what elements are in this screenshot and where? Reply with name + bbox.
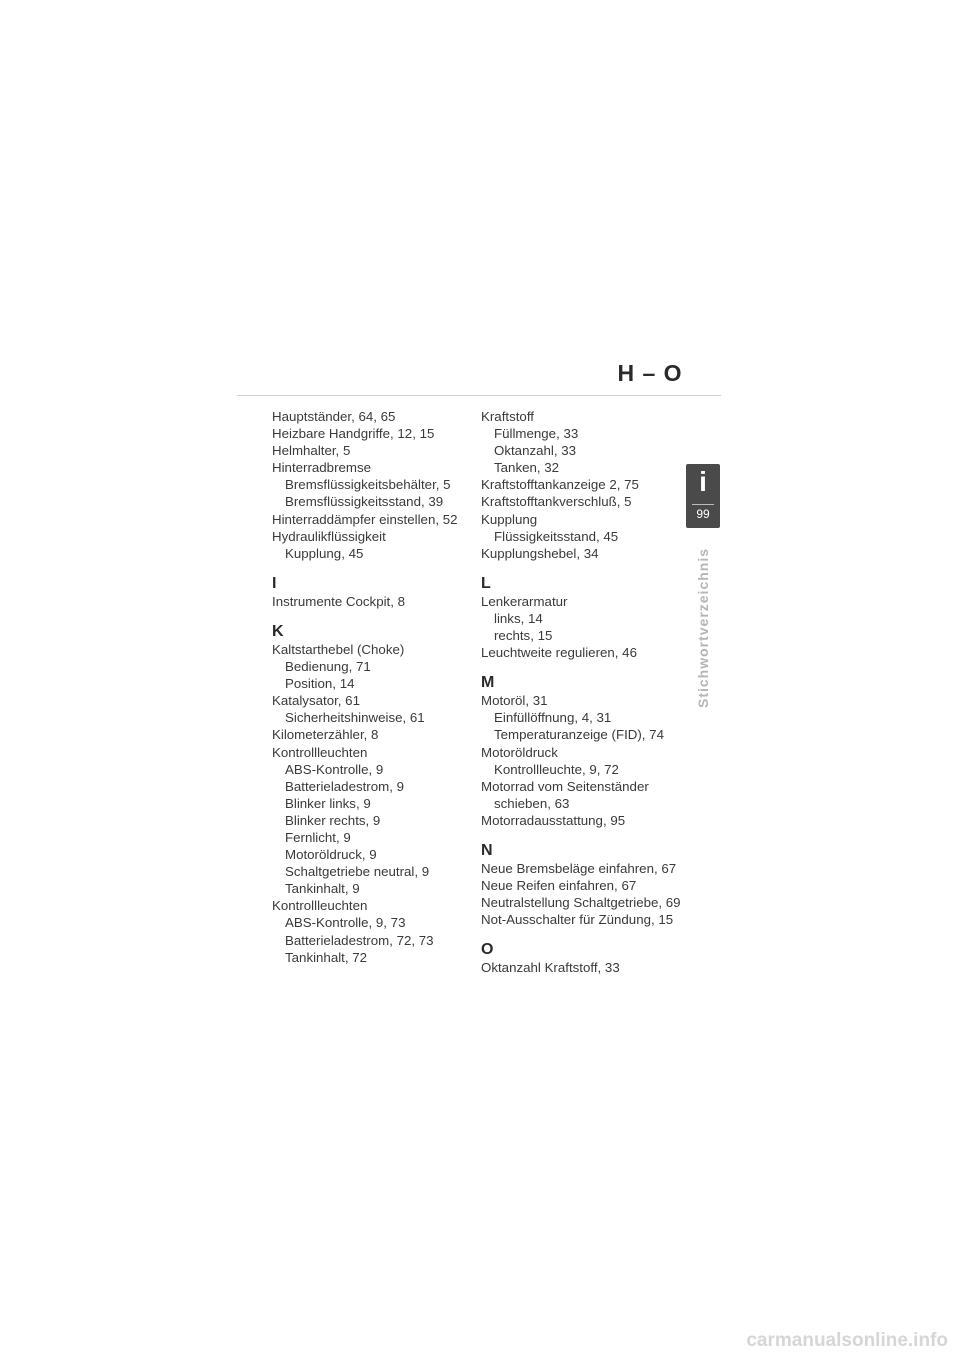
index-entry: Kontrollleuchten <box>272 744 368 760</box>
index-subentry: schieben, 63 <box>494 795 570 811</box>
index-entry: Helmhalter, 5 <box>272 443 351 459</box>
index-subentry: Bremsflüssigkeitsbehälter, 5 <box>285 477 451 493</box>
index-letter-heading: K <box>272 622 284 640</box>
index-entry: Motoröldruck <box>481 744 558 760</box>
info-icon: i <box>699 466 707 497</box>
index-letter-heading: L <box>481 574 491 592</box>
index-subentry: Sicherheitshinweise, 61 <box>285 710 425 726</box>
index-entry: Kraftstofftankverschluß, 5 <box>481 494 632 510</box>
index-entry: Not-Ausschalter für Zündung, 15 <box>481 912 674 928</box>
index-subentry: ABS-Kontrolle, 9 <box>285 761 384 777</box>
index-subentry: Bremsflüssigkeitsstand, 39 <box>285 494 444 510</box>
index-entry: Kraftstoff <box>481 409 534 424</box>
section-label: Stichwortverzeichnis <box>695 547 711 709</box>
tab-divider <box>692 504 714 505</box>
index-subentry: Kontrollleuchte, 9, 72 <box>494 761 619 777</box>
index-entry: Kupplungshebel, 34 <box>481 545 599 561</box>
index-subentry: Motoröldruck, 9 <box>285 847 377 863</box>
index-letter-heading: N <box>481 841 493 859</box>
index-subentry: Einfüllöffnung, 4, 31 <box>494 710 612 726</box>
index-entry: Motorradausstattung, 95 <box>481 812 626 828</box>
index-entry: Instrumente Cockpit, 8 <box>272 593 406 609</box>
index-column-left <box>272 408 477 966</box>
page-number: 99 <box>696 507 710 521</box>
index-subentry: Tanken, 32 <box>494 460 560 476</box>
index-entry: Lenkerarmatur <box>481 593 568 609</box>
index-subentry: Batterieladestrom, 9 <box>285 778 404 794</box>
index-subentry: Kupplung, 45 <box>285 545 364 561</box>
index-entry: Motoröl, 31 <box>481 693 548 709</box>
index-subentry: Oktanzahl, 33 <box>494 443 577 459</box>
index-subentry: Bedienung, 71 <box>285 659 371 675</box>
index-entry: Motorrad vom Seitenständer <box>481 778 649 794</box>
index-entry: Hydraulikflüssigkeit <box>272 528 386 544</box>
header-divider <box>237 395 721 396</box>
index-subentry: Position, 14 <box>285 676 355 692</box>
index-subentry: links, 14 <box>494 610 543 626</box>
index-subentry: Batterieladestrom, 72, 73 <box>285 932 434 948</box>
index-subentry: Temperaturanzeige (FID), 74 <box>494 727 664 743</box>
index-entry: Neue Bremsbeläge einfahren, 67 <box>481 860 677 876</box>
index-entry: Oktanzahl Kraftstoff, 33 <box>481 960 620 976</box>
index-entry: Kaltstarthebel (Choke) <box>272 641 405 657</box>
index-subentry: Schaltgetriebe neutral, 9 <box>285 864 430 880</box>
index-entry: Neutralstellung Schaltgetriebe, 69 <box>481 895 681 911</box>
index-entry: Neue Reifen einfahren, 67 <box>481 878 637 894</box>
index-letter-heading: M <box>481 674 495 692</box>
index-entry: Leuchtweite regulieren, 46 <box>481 645 637 661</box>
index-column-right <box>481 408 696 976</box>
index-entry: Hinterraddämpfer einstellen, 52 <box>272 511 458 527</box>
index-entry: Katalysator, 61 <box>272 693 360 709</box>
index-entry: Hinterradbremse <box>272 460 372 476</box>
index-subentry: Füllmenge, 33 <box>494 426 579 442</box>
watermark: carmanualsonline.info <box>746 1330 948 1351</box>
index-entry: Kontrollleuchten <box>272 898 368 914</box>
index-entry: Hauptständer, 64, 65 <box>272 409 396 424</box>
page-title: H – O <box>617 360 683 386</box>
index-subentry: Fernlicht, 9 <box>285 829 351 845</box>
index-subentry: ABS-Kontrolle, 9, 73 <box>285 915 406 931</box>
index-entry: Kupplung <box>481 511 538 527</box>
index-entry: Kraftstofftankanzeige 2, 75 <box>481 477 639 493</box>
index-letter-heading: I <box>272 574 277 592</box>
index-subentry: Tankinhalt, 9 <box>285 881 360 897</box>
index-subentry: Blinker links, 9 <box>285 795 371 811</box>
index-subentry: Flüssigkeitsstand, 45 <box>494 528 619 544</box>
index-subentry: Tankinhalt, 72 <box>285 949 368 965</box>
index-subentry: rechts, 15 <box>494 628 553 644</box>
index-entry: Heizbare Handgriffe, 12, 15 <box>272 426 435 442</box>
index-entry: Kilometerzähler, 8 <box>272 727 379 743</box>
index-subentry: Blinker rechts, 9 <box>285 812 381 828</box>
section-tab <box>686 464 720 528</box>
index-letter-heading: O <box>481 941 494 959</box>
